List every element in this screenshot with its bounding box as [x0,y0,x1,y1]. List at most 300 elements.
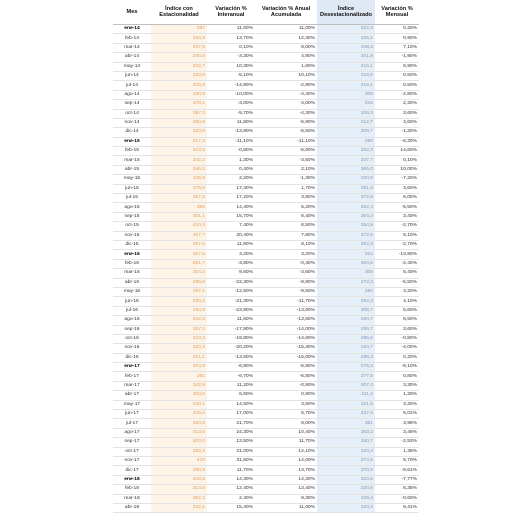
header-row [113,0,419,25]
variacion-interanual-cell: 11,80% [207,118,255,127]
indice-estacionalidad-cell: 281 [151,372,207,381]
indice-estacionalidad-cell: 304,2 [151,269,207,278]
table-row [113,372,419,381]
mes-cell: jul-14 [113,81,151,90]
indice-desestacionalizado-cell: 333,3 [317,503,375,512]
mes-cell: may-15 [113,175,151,184]
indice-desestacionalizado-cell: 351,6 [317,184,375,193]
variacion-mensual-cell: 3,30% [375,400,419,409]
variacion-interanual-cell: 2,40% [207,494,255,503]
variacion-anual-acumulada-cell: 11,70% [255,438,317,447]
variacion-anual-acumulada-cell: 11,00% [255,503,317,512]
indice-desestacionalizado-cell: 354,5 [317,222,375,231]
variacion-anual-acumulada-cell: 9,30% [255,494,317,503]
table-row [113,25,419,34]
variacion-interanual-cell: -0,80% [207,147,255,156]
variacion-mensual-cell: 3,20% [375,287,419,296]
indice-estacionalidad-cell: 387,3 [151,109,207,118]
indice-desestacionalizado-cell: 325,2 [317,34,375,43]
variacion-mensual-cell: 3,60% [375,184,419,193]
variacion-mensual-cell: -2,53% [375,438,419,447]
variacion-interanual-cell: -12,50% [207,287,255,296]
table-row [113,306,419,315]
indice-estacionalidad-cell: 345,5 [151,475,207,484]
indice-estacionalidad-cell: 345,6 [151,410,207,419]
table-row [113,269,419,278]
indice-desestacionalizado-cell: 308 [317,90,375,99]
indice-estacionalidad-cell: 313,6 [151,147,207,156]
table-row [113,165,419,174]
table-body [113,25,419,513]
indice-estacionalidad-cell: 332,0 [151,316,207,325]
mes-cell: ago-17 [113,428,151,437]
variacion-anual-acumulada-cell: -2,90% [255,81,317,90]
variacion-anual-acumulada-cell: 12,30% [255,34,317,43]
mes-cell: abr-16 [113,278,151,287]
variacion-mensual-cell: 0,10% [375,156,419,165]
indice-desestacionalizado-cell: 363,2 [317,428,375,437]
variacion-interanual-cell: -3,30% [207,53,255,62]
table-row [113,353,419,362]
indice-desestacionalizado-cell: 334,6 [317,475,375,484]
table-row [113,203,419,212]
indice-desestacionalizado-cell: 292,3 [317,297,375,306]
mes-cell: feb-15 [113,147,151,156]
indice-desestacionalizado-cell: 312 [317,250,375,259]
variacion-interanual-cell: 10,30% [207,62,255,71]
variacion-mensual-cell: 5,40% [375,269,419,278]
indice-estacionalidad-cell: 342,9 [151,381,207,390]
variacion-anual-acumulada-cell: -3,60% [255,269,317,278]
variacion-interanual-cell: 17,20% [207,194,255,203]
variacion-anual-acumulada-cell: -13,60% [255,316,317,325]
indice-desestacionalizado-cell: 275,3 [317,363,375,372]
indice-estacionalidad-cell: 337,8 [151,43,207,52]
variacion-interanual-cell: 21,70% [207,419,255,428]
variacion-anual-acumulada-cell: 12,10% [255,447,317,456]
variacion-mensual-cell: 0,90% [375,34,419,43]
indice-estacionalidad-cell: 410,3 [151,222,207,231]
variacion-interanual-cell: 9,60% [207,269,255,278]
indice-desestacionalizado-cell: 277,5 [317,372,375,381]
variacion-anual-acumulada-cell: 14,00% [255,456,317,465]
table-row [113,278,419,287]
mes-cell: jun-14 [113,71,151,80]
mes-cell: feb-16 [113,259,151,268]
variacion-interanual-cell: 2,20% [207,175,255,184]
table-row [113,381,419,390]
mes-cell: ene-15 [113,137,151,146]
indice-desestacionalizado-cell: 290 [317,137,375,146]
variacion-mensual-cell: 0,50% [375,81,419,90]
mes-cell: ene-18 [113,475,151,484]
mes-cell: dic-14 [113,128,151,137]
indice-estacionalidad-cell: 342,2 [151,156,207,165]
indice-estacionalidad-cell: 387,5 [151,194,207,203]
table-row [113,62,419,71]
variacion-anual-acumulada-cell: 13,40% [255,485,317,494]
variacion-interanual-cell: 0,10% [207,43,255,52]
indice-desestacionalizado-cell: 299,7 [317,325,375,334]
variacion-mensual-cell: 0,80% [375,372,419,381]
indice-estacionalidad-cell: 323,6 [151,128,207,137]
mes-cell: feb-17 [113,372,151,381]
indice-desestacionalizado-cell: 348,3 [317,43,375,52]
variacion-anual-acumulada-cell: 0,90% [255,391,317,400]
variacion-interanual-cell: -5,70% [207,109,255,118]
mes-cell: mar-14 [113,43,151,52]
indice-estacionalidad-cell: 297,1 [151,287,207,296]
variacion-mensual-cell: 4,10% [375,297,419,306]
variacion-mensual-cell: 3,46% [375,428,419,437]
table-row [113,194,419,203]
indice-desestacionalizado-cell: 316,1 [317,62,375,71]
mes-cell: nov-15 [113,231,151,240]
variacion-interanual-cell: 14,30% [207,475,255,484]
indice-estacionalidad-cell: 296,8 [151,278,207,287]
indice-estacionalidad-cell: 290,2 [151,297,207,306]
header-indice-estacionalidad: Índice con Estacionalidad [151,0,207,25]
variacion-anual-acumulada-cell: -9,50% [255,287,317,296]
variacion-anual-acumulada-cell: 1,70% [255,184,317,193]
table-row [113,71,419,80]
indice-estacionalidad-cell: 385 [151,203,207,212]
indice-desestacionalizado-cell: 284,7 [317,344,375,353]
mes-cell: jun-17 [113,410,151,419]
indice-estacionalidad-cell: 393,3 [151,447,207,456]
variacion-anual-acumulada-cell: 8,00% [255,43,317,52]
mes-cell: mar-15 [113,156,151,165]
variacion-interanual-cell: -11,10% [207,137,255,146]
variacion-mensual-cell: 6,50% [375,316,419,325]
variacion-interanual-cell: 17,40% [207,184,255,193]
variacion-interanual-cell: -13,60% [207,353,255,362]
table-row [113,391,419,400]
variacion-interanual-cell: 17,00% [207,410,255,419]
indice-desestacionalizado-cell: 370,9 [317,466,375,475]
variacion-interanual-cell: -3,00% [207,100,255,109]
indice-estacionalidad-cell: 401,1 [151,212,207,221]
variacion-interanual-cell: 12,40% [207,485,255,494]
table-row [113,494,419,503]
variacion-interanual-cell: 13,70% [207,34,255,43]
variacion-mensual-cell: 3,60% [375,109,419,118]
table-row [113,419,419,428]
indice-desestacionalizado-cell: 326,3 [317,109,375,118]
variacion-mensual-cell: 3,60% [375,118,419,127]
indice-desestacionalizado-cell: 312,7 [317,118,375,127]
variacion-anual-acumulada-cell: 3,80% [255,194,317,203]
variacion-anual-acumulada-cell: 7,80% [255,231,317,240]
table-row [113,137,419,146]
variacion-mensual-cell: 1,35% [375,447,419,456]
indice-estacionalidad-cell: 323,3 [151,344,207,353]
table-row [113,438,419,447]
indice-desestacionalizado-cell: 352,4 [317,203,375,212]
variacion-anual-acumulada-cell: -15,00% [255,353,317,362]
variacion-interanual-cell: 15,70% [207,212,255,221]
mes-cell: sep-14 [113,100,151,109]
table-row [113,410,419,419]
variacion-anual-acumulada-cell: -6,90% [255,363,317,372]
variacion-interanual-cell: 31,60% [207,456,255,465]
variacion-mensual-cell: 5,60% [375,306,419,315]
variacion-anual-acumulada-cell: -1,30% [255,175,317,184]
indice-desestacionalizado-cell: 332,3 [317,147,375,156]
indice-estacionalidad-cell: 340,1 [151,400,207,409]
indice-estacionalidad-cell: 352,2 [151,494,207,503]
indice-desestacionalizado-cell: 307,4 [317,381,375,390]
variacion-anual-acumulada-cell: 14,30% [255,475,317,484]
variacion-interanual-cell: 11,60% [207,316,255,325]
variacion-interanual-cell: 15,40% [207,503,255,512]
indice-estacionalidad-cell: 403,0 [151,438,207,447]
variacion-anual-acumulada-cell: 10,10% [255,71,317,80]
table-row [113,43,419,52]
variacion-mensual-cell: -2,80% [375,90,419,99]
indice-estacionalidad-cell: 333,4 [151,34,207,43]
mes-cell: oct-14 [113,109,151,118]
indice-desestacionalizado-cell: 374,6 [317,456,375,465]
table-row [113,250,419,259]
variacion-mensual-cell: 6,90% [375,62,419,71]
table-row [113,466,419,475]
mes-cell: ago-16 [113,316,151,325]
indice-desestacionalizado-cell: 308 [317,269,375,278]
header-variacion-anual-acumulada: Variación % Anual Acumulada [255,0,317,25]
indice-desestacionalizado-cell: 340,7 [317,438,375,447]
indice-desestacionalizado-cell: 305,7 [317,306,375,315]
data-sheet [113,0,419,530]
indice-estacionalidad-cell: 376,6 [151,184,207,193]
mes-cell: oct-15 [113,222,151,231]
mes-cell: oct-17 [113,447,151,456]
mes-cell: nov-17 [113,456,151,465]
table-row [113,109,419,118]
indice-desestacionalizado-cell: 341,8 [317,53,375,62]
table-row [113,363,419,372]
table-row [113,316,419,325]
table-row [113,222,419,231]
variacion-interanual-cell: 21,00% [207,447,255,456]
mes-cell: mar-17 [113,381,151,390]
mes-cell: nov-14 [113,118,151,127]
table-row [113,485,419,494]
variacion-interanual-cell: -14,90% [207,81,255,90]
indice-desestacionalizado-cell: 372,6 [317,231,375,240]
mes-cell: ene-14 [113,25,151,34]
variacion-mensual-cell: -2,40% [375,259,419,268]
mes-cell: ene-17 [113,363,151,372]
indice-estacionalidad-cell: 418 [151,456,207,465]
variacion-mensual-cell: 0,50% [375,71,419,80]
variacion-mensual-cell: 2,30% [375,100,419,109]
variacion-interanual-cell: 1,30% [207,156,255,165]
variacion-anual-acumulada-cell: 5,20% [255,203,317,212]
table-row [113,53,419,62]
indice-estacionalidad-cell: 301,7 [151,259,207,268]
mes-cell: mar-18 [113,494,151,503]
indice-estacionalidad-cell: 332,7 [151,62,207,71]
variacion-anual-acumulada-cell: -4,00% [255,100,317,109]
variacion-interanual-cell: 20,40% [207,231,255,240]
variacion-interanual-cell: 11,90% [207,240,255,249]
indice-desestacionalizado-cell: 330,9 [317,175,375,184]
mes-cell: may-14 [113,62,151,71]
variacion-mensual-cell: -0,80% [375,334,419,343]
variacion-interanual-cell: 3,20% [207,250,255,259]
indices-table [113,0,419,513]
indice-desestacionalizado-cell: 304,5 [317,259,375,268]
variacion-anual-acumulada-cell: 5,70% [255,410,317,419]
variacion-mensual-cell: 3,98% [375,419,419,428]
header-mes: Mes [113,0,151,25]
indice-desestacionalizado-cell: 286,6 [317,334,375,343]
mes-cell: sep-17 [113,438,151,447]
indice-desestacionalizado-cell: 334,6 [317,485,375,494]
table-row [113,447,419,456]
indice-estacionalidad-cell: 357,4 [151,325,207,334]
indice-desestacionalizado-cell: 290,7 [317,316,375,325]
table-row [113,456,419,465]
indice-desestacionalizado-cell: 334,4 [317,447,375,456]
variacion-mensual-cell: -7,20% [375,175,419,184]
variacion-anual-acumulada-cell: 8,10% [255,240,317,249]
variacion-anual-acumulada-cell: 10,40% [255,428,317,437]
indice-estacionalidad-cell: 345,6 [151,53,207,62]
indice-estacionalidad-cell: 287 [151,25,207,34]
variacion-mensual-cell: 10,00% [375,165,419,174]
mes-cell: may-16 [113,287,151,296]
mes-cell: dic-17 [113,466,151,475]
indice-estacionalidad-cell: 327,5 [151,250,207,259]
table-row [113,428,419,437]
variacion-mensual-cell: -1,30% [375,128,419,137]
indice-desestacionalizado-cell: 321,5 [317,400,375,409]
variacion-mensual-cell: -7,77% [375,475,419,484]
indice-estacionalidad-cell: 390,9 [151,466,207,475]
indice-estacionalidad-cell: 384,8 [151,419,207,428]
variacion-interanual-cell: -6,70% [207,372,255,381]
indice-estacionalidad-cell: 339,9 [151,175,207,184]
variacion-interanual-cell: 11,70% [207,466,255,475]
indice-estacionalidad-cell: 313,8 [151,485,207,494]
indice-desestacionalizado-cell: 365,0 [317,165,375,174]
mes-cell: abr-18 [113,503,151,512]
indice-estacionalidad-cell: 333,0 [151,71,207,80]
mes-cell: feb-14 [113,34,151,43]
variacion-interanual-cell: -6,90% [207,363,255,372]
indice-desestacionalizado-cell: 364,3 [317,212,375,221]
variacion-interanual-cell: -5,10% [207,71,255,80]
variacion-interanual-cell: 13,50% [207,438,255,447]
indice-desestacionalizado-cell: 286,3 [317,353,375,362]
variacion-mensual-cell: -2,70% [375,240,419,249]
variacion-interanual-cell: 24,30% [207,428,255,437]
variacion-mensual-cell: 9,41% [375,503,419,512]
indice-estacionalidad-cell: 303,6 [151,391,207,400]
indice-estacionalidad-cell: 346,2 [151,165,207,174]
variacion-mensual-cell: -5,50% [375,278,419,287]
variacion-anual-acumulada-cell: -13,60% [255,306,317,315]
table-row [113,231,419,240]
mes-cell: jun-16 [113,297,151,306]
indice-estacionalidad-cell: 413,6 [151,428,207,437]
variacion-mensual-cell: -5,50% [375,203,419,212]
variacion-anual-acumulada-cell: -5,90% [255,118,317,127]
variacion-anual-acumulada-cell: -8,80% [255,278,317,287]
variacion-anual-acumulada-cell: 2,10% [255,165,317,174]
table-row [113,287,419,296]
table-row [113,81,419,90]
table-row [113,147,419,156]
variacion-anual-acumulada-cell: -5,50% [255,128,317,137]
indice-desestacionalizado-cell: 315 [317,100,375,109]
variacion-anual-acumulada-cell: 13,70% [255,466,317,475]
table-row [113,184,419,193]
variacion-interanual-cell: -21,30% [207,297,255,306]
variacion-interanual-cell: -10,00% [207,90,255,99]
table-row [113,240,419,249]
variacion-anual-acumulada-cell: 1,60% [255,62,317,71]
indice-desestacionalizado-cell: 309,7 [317,128,375,137]
variacion-anual-acumulada-cell: -14,00% [255,325,317,334]
variacion-mensual-cell: -13,90% [375,250,419,259]
indice-estacionalidad-cell: 323,3 [151,334,207,343]
variacion-anual-acumulada-cell: -0,40% [255,259,317,268]
variacion-interanual-cell: 0,40% [207,165,255,174]
table-row [113,400,419,409]
mes-cell: ene-16 [113,250,151,259]
mes-cell: dic-15 [113,240,151,249]
variacion-interanual-cell: -17,90% [207,325,255,334]
variacion-interanual-cell: 11,20% [207,381,255,390]
variacion-anual-acumulada-cell: 3,50% [255,400,317,409]
indice-estacionalidad-cell: 407,7 [151,231,207,240]
table-row [113,34,419,43]
table-row [113,475,419,484]
variacion-interanual-cell: 14,50% [207,400,255,409]
indice-desestacionalizado-cell: 316,6 [317,71,375,80]
indice-estacionalidad-cell: 304,9 [151,363,207,372]
mes-cell: sep-15 [113,212,151,221]
variacion-interanual-cell: -19,80% [207,334,255,343]
header-indice-desestacionalizado: Índice Desestacionalizado [317,0,375,25]
mes-cell: abr-14 [113,53,151,62]
mes-cell: ago-15 [113,203,151,212]
indice-desestacionalizado-cell: 372,8 [317,194,375,203]
variacion-mensual-cell: 5,10% [375,231,419,240]
variacion-mensual-cell: 3,60% [375,325,419,334]
table-row [113,90,419,99]
table-row [113,297,419,306]
indice-desestacionalizado-cell: 272,3 [317,278,375,287]
table-row [113,118,419,127]
mes-cell: sep-16 [113,325,151,334]
variacion-anual-acumulada-cell: -6,80% [255,372,317,381]
variacion-mensual-cell: -1,90% [375,53,419,62]
variacion-mensual-cell: 5,70% [375,456,419,465]
variacion-interanual-cell: 14,40% [207,203,255,212]
variacion-anual-acumulada-cell: -4,30% [255,109,317,118]
table-row [113,100,419,109]
table-row [113,503,419,512]
table-row [113,325,419,334]
indice-desestacionalizado-cell: 351 [317,419,375,428]
variacion-anual-acumulada-cell: -11,10% [255,137,317,146]
variacion-anual-acumulada-cell: -14,60% [255,334,317,343]
mes-cell: jun-15 [113,184,151,193]
